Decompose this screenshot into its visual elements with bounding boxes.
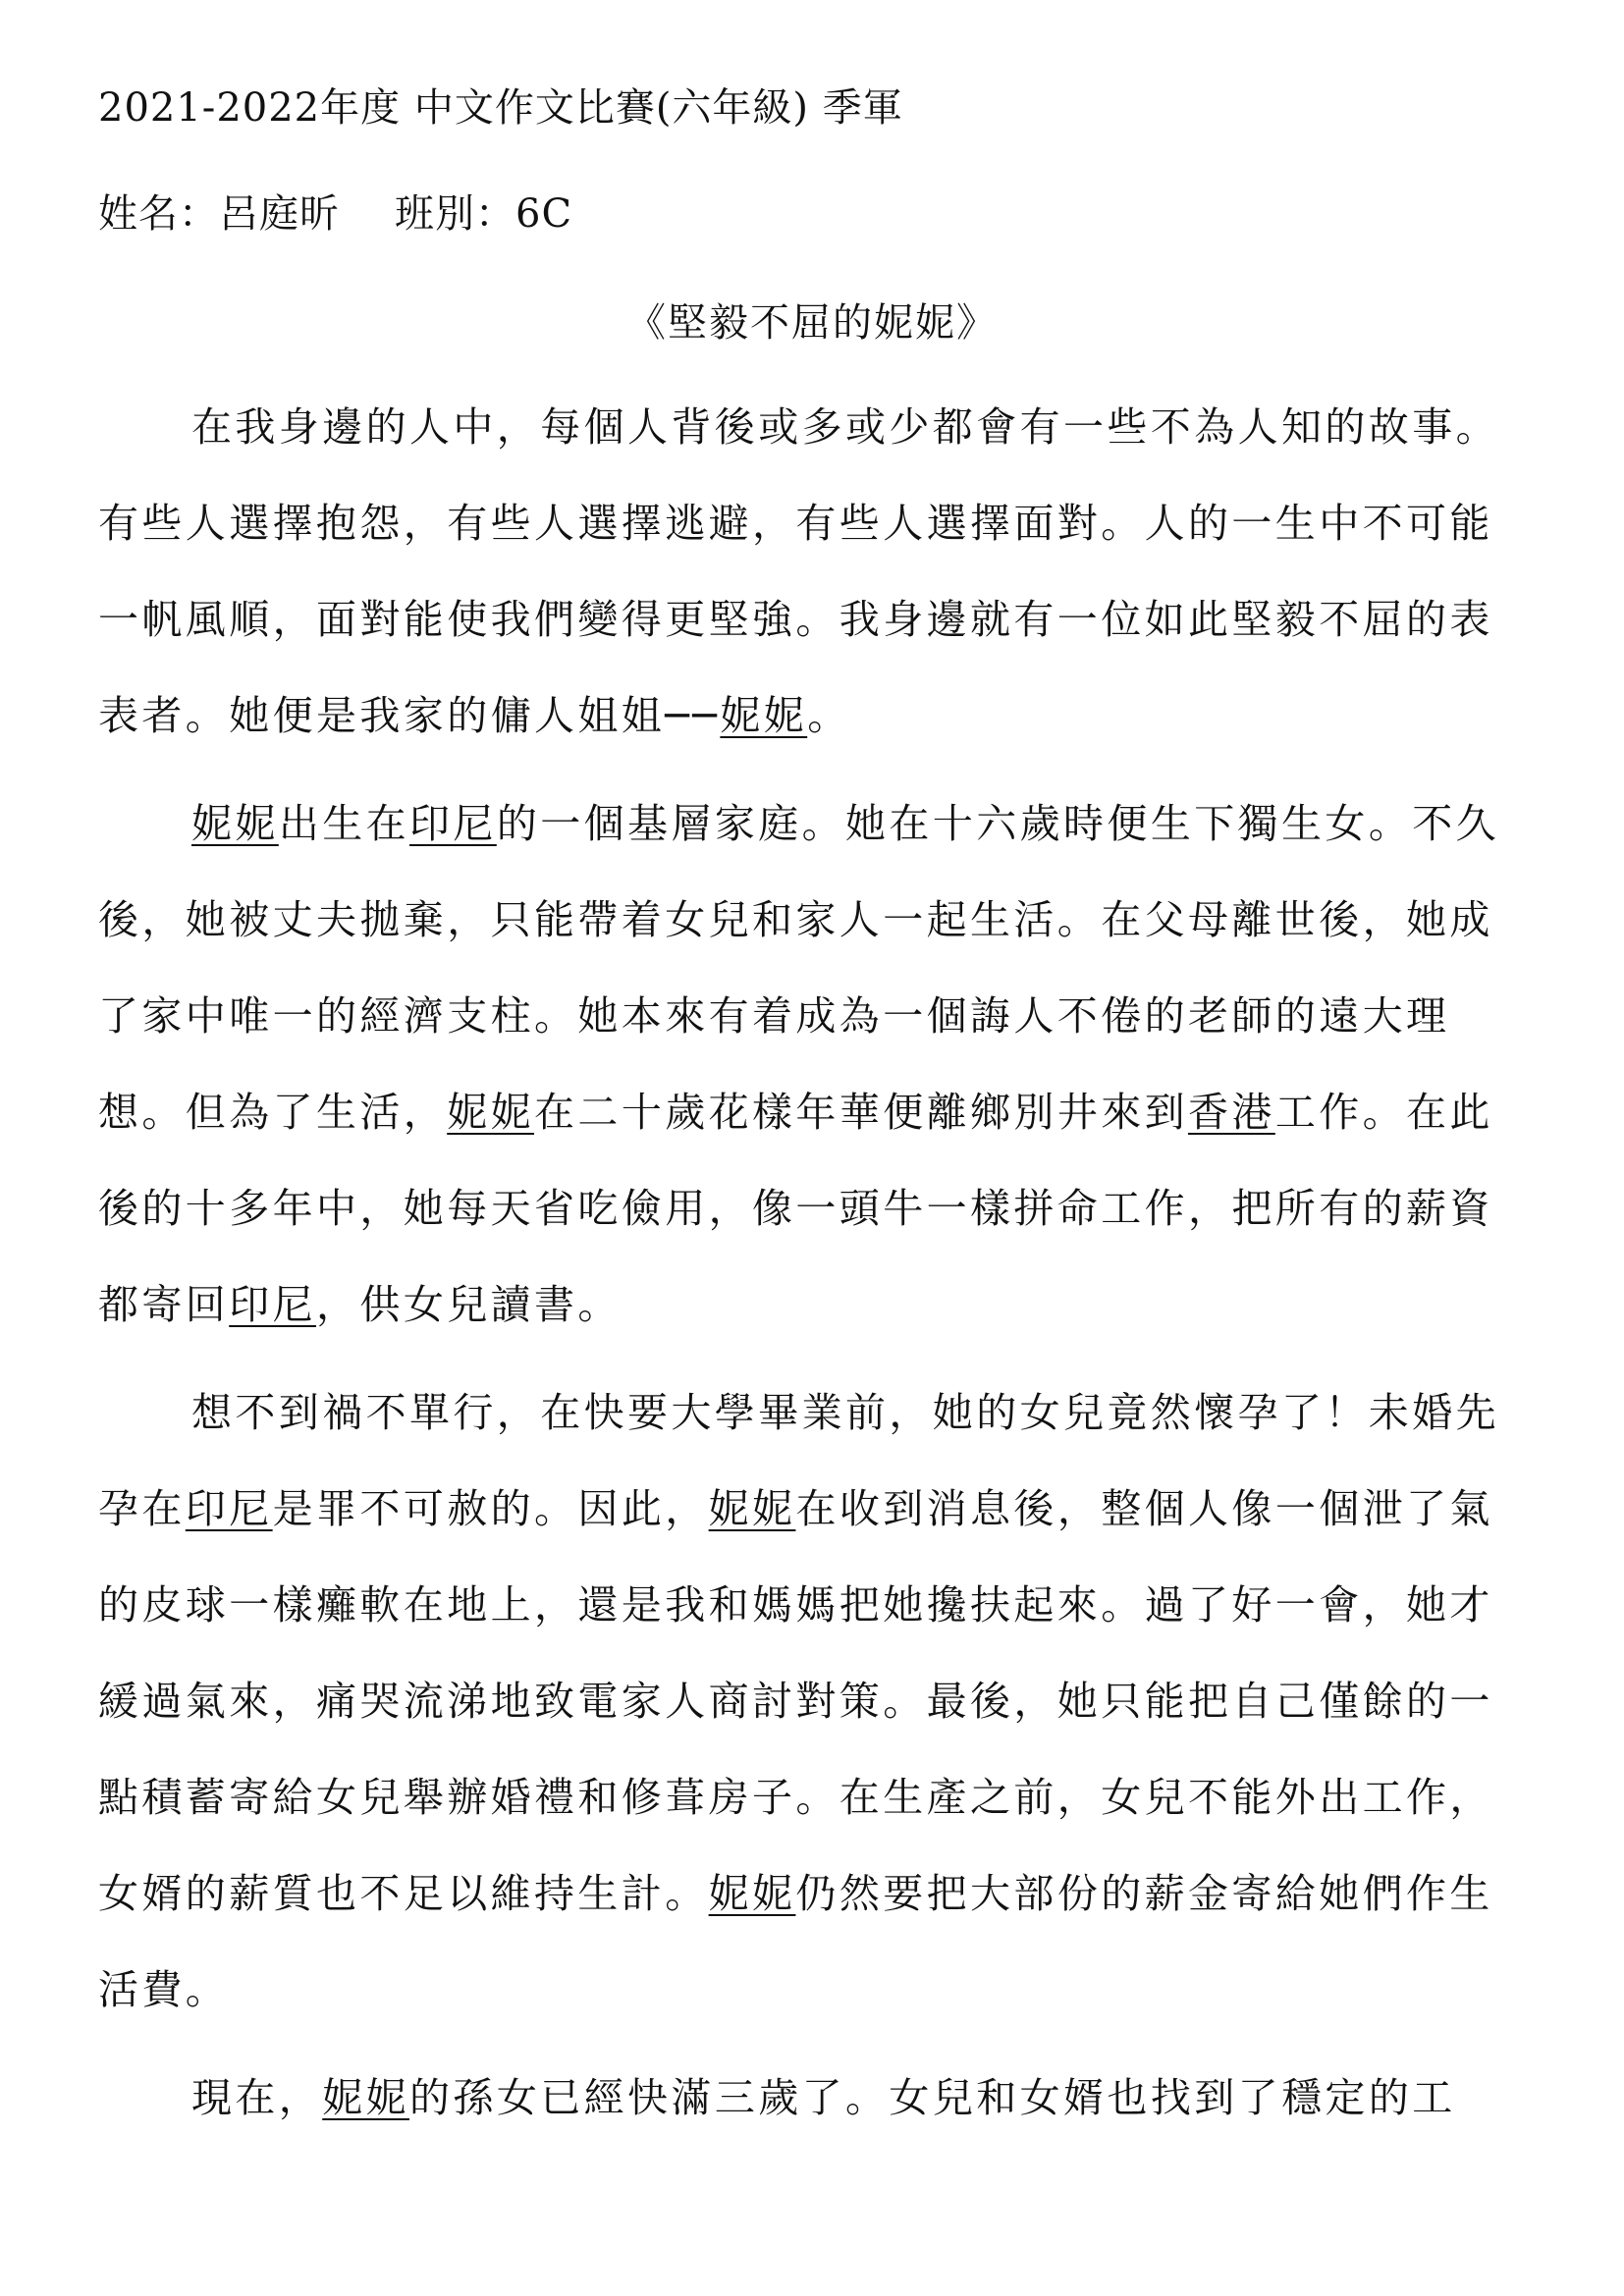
essay-line: 點積蓄寄給女兒舉辦婚禮和修葺房子。在生產之前，女兒不能外出工作， xyxy=(98,1774,1493,1821)
essay-line: 緩過氣來，痛哭流涕地致電家人商討對策。最後，她只能把自己僅餘的一 xyxy=(98,1678,1493,1725)
essay-title: 《堅毅不屈的妮妮》 xyxy=(626,300,998,346)
essay-line: 活費。 xyxy=(98,1966,230,2013)
class-label: 班別： xyxy=(395,191,515,237)
line-text: 仍然要把大部份的薪金寄給她們作生 xyxy=(795,1870,1493,1917)
line-text: 工作。在此 xyxy=(1274,1089,1493,1136)
essay-line xyxy=(191,2073,1624,2122)
line-text: 都寄回 xyxy=(98,1281,230,1328)
name-underlined: 妮妮 xyxy=(708,1870,796,1917)
essay-line: 在我身邊的人中，每個人背後或多或少都會有一些不為人知的故事。 xyxy=(191,403,1499,451)
line-text: 女婿的薪質也不足以維持生計。 xyxy=(98,1870,709,1917)
essay-line xyxy=(98,1088,1532,1137)
essay-line xyxy=(98,1280,1532,1329)
student-name: 呂庭昕 xyxy=(219,191,340,237)
name-underlined: 妮妮 xyxy=(191,800,279,847)
contest-heading xyxy=(98,83,1532,133)
essay-line xyxy=(98,1869,1532,1918)
place-underlined: 印尼 xyxy=(229,1281,317,1328)
place-underlined: 印尼 xyxy=(409,800,497,847)
line-text: 現在， xyxy=(191,2074,323,2121)
essay-line: 後的十多年中，她每天省吃儉用，像一頭牛一樣拼命工作，把所有的薪資 xyxy=(98,1185,1493,1232)
line-text: 在二十歲花樣年華便離鄉別井來到 xyxy=(534,1089,1189,1136)
line-text: 的孫女已經快滿三歲了。女兒和女婿也找到了穩定的工 xyxy=(409,2074,1456,2121)
essay-line: 了家中唯一的經濟支柱。她本來有着成為一個誨人不倦的老師的遠大理 xyxy=(98,992,1450,1040)
line-text: 在收到消息後，整個人像一個泄了氣 xyxy=(795,1485,1493,1532)
name-underlined: 妮妮 xyxy=(708,1485,796,1532)
class-value: 6C xyxy=(515,191,573,237)
name-label: 姓名： xyxy=(98,191,219,237)
line-text: 是罪不可赦的。因此， xyxy=(272,1485,709,1532)
essay-line: 一帆風順，面對能使我們變得更堅強。我身邊就有一位如此堅毅不屈的表 xyxy=(98,596,1493,643)
line-text: 表者。她便是我家的傭人姐姐── xyxy=(98,692,721,739)
line-text: ，供女兒讀書。 xyxy=(316,1281,622,1328)
essay-line xyxy=(98,691,1532,740)
essay-line xyxy=(98,1484,1532,1533)
line-text: 出生在 xyxy=(278,800,410,847)
line-text: 想。但為了生活， xyxy=(98,1089,448,1136)
line-text: 的一個基層家庭。她在十六歲時便生下獨生女。不久 xyxy=(496,800,1500,847)
essay-line: 想不到禍不單行，在快要大學畢業前，她的女兒竟然懷孕了！未婚先 xyxy=(191,1389,1499,1436)
line-text: 。 xyxy=(807,692,851,739)
name-underlined: 妮妮 xyxy=(447,1089,535,1136)
essay-line: 後，她被丈夫拋棄，只能帶着女兒和家人一起生活。在父母離世後，她成 xyxy=(98,896,1493,943)
place-underlined: 印尼 xyxy=(185,1485,273,1532)
student-info xyxy=(98,189,1532,239)
essay-line: 的皮球一樣癱軟在地上，還是我和媽媽把她攙扶起來。過了好一會，她才 xyxy=(98,1581,1493,1629)
essay-line: 有些人選擇抱怨，有些人選擇逃避，有些人選擇面對。人的一生中不可能 xyxy=(98,500,1493,547)
name-underlined: 妮妮 xyxy=(322,2074,410,2121)
contest-title: 2021-2022年度 中文作文比賽(六年級) 季軍 xyxy=(98,85,903,131)
place-underlined: 香港 xyxy=(1188,1089,1275,1136)
essay-line xyxy=(191,799,1624,848)
line-text: 孕在 xyxy=(98,1485,186,1532)
name-underlined: 妮妮 xyxy=(720,692,808,739)
